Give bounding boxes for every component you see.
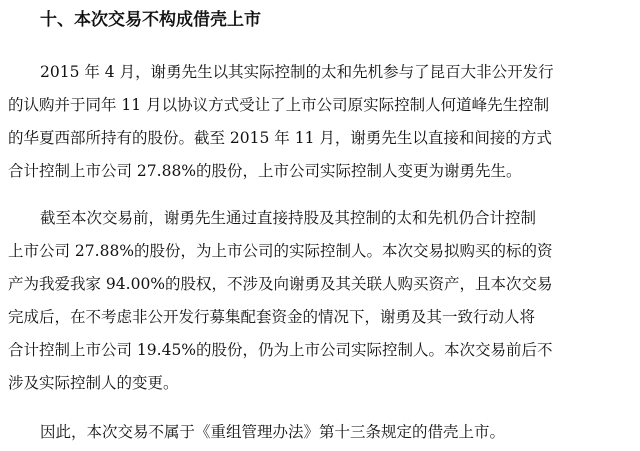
paragraph-2-line-4: 完成后，在不考虑非公开发行募集配套资金的情况下，谢勇及其一致行动人将 <box>8 308 536 326</box>
paragraph-2-line-5: 合计控制上市公司 19.45%的股份，仍为上市公司实际控制人。本次交易前后不 <box>8 341 553 359</box>
paragraph-2-line-6: 涉及实际控制人的变更。 <box>8 374 179 392</box>
paragraph-1-line-4: 合计控制上市公司 27.88%的股份，上市公司实际控制人变更为谢勇先生。 <box>8 162 522 180</box>
paragraph-1-line-1: 2015 年 4 月，谢勇先生以其实际控制的太和先机参与了昆百大非公开发行 <box>40 63 554 81</box>
paragraph-2-line-2: 上市公司 27.88%的股份，为上市公司的实际控制人。本次交易拟购买的标的资 <box>8 242 553 260</box>
paragraph-2-line-1: 截至本次交易前，谢勇先生通过直接持股及其控制的太和先机仍合计控制 <box>40 209 537 227</box>
paragraph-1-line-3: 的华夏西部所持有的股份。截至 2015 年 11 月，谢勇先生以直接和间接的方式 <box>8 129 552 147</box>
section-heading: 十、本次交易不构成借壳上市 <box>40 10 261 30</box>
paragraph-2-line-3: 产为我爱我家 94.00%的股权，不涉及向谢勇及其关联人购买资产，且本次交易 <box>8 275 553 293</box>
paragraph-1-line-2: 的认购并于同年 11 月以协议方式受让了上市公司原实际控制人何道峰先生控制 <box>8 96 550 114</box>
paragraph-3-line-1: 因此，本次交易不属于《重组管理办法》第十三条规定的借壳上市。 <box>40 423 506 441</box>
